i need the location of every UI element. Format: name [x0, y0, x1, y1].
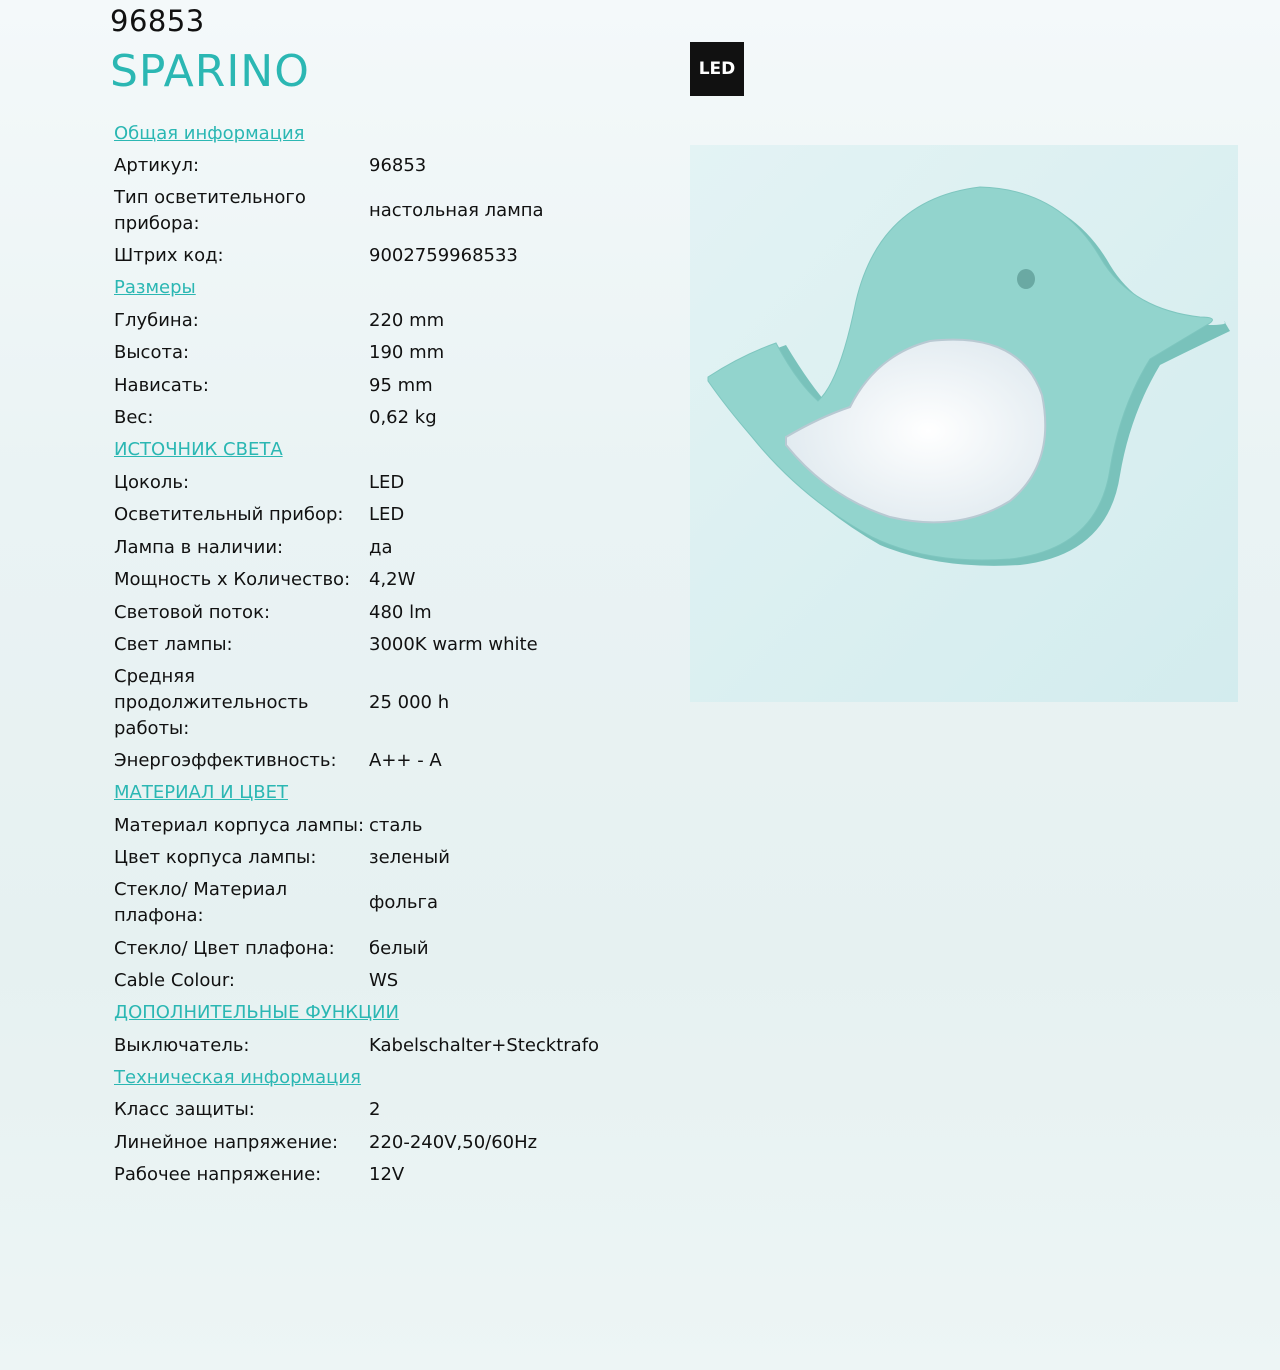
- spec-row: [114, 499, 654, 531]
- spec-value: 12V: [369, 1164, 405, 1185]
- spec-row: [114, 809, 654, 842]
- spec-row: [114, 874, 654, 932]
- section-heading[interactable]: Техническая информация: [114, 1067, 361, 1088]
- spec-value: 9002759968533: [369, 245, 518, 266]
- spec-row: [114, 531, 654, 564]
- spec-label: Стекло/ Цвет плафона:: [114, 937, 335, 959]
- spec-label: Cable Colour:: [114, 970, 235, 991]
- spec-row: [114, 596, 654, 629]
- spec-value: 2: [369, 1099, 381, 1120]
- product-title: SPARINO: [110, 46, 310, 97]
- spec-row: [114, 240, 654, 272]
- spec-label: Стекло/ Материал плафона:: [114, 879, 288, 926]
- spec-value: 4,2W: [369, 569, 416, 590]
- spec-label: Высота:: [114, 342, 190, 363]
- spec-value: Kabelschalter+Stecktrafo: [369, 1034, 600, 1056]
- product-photo: [690, 145, 1238, 702]
- spec-value: LED: [369, 471, 405, 493]
- spec-row: [114, 337, 654, 369]
- spec-value: 25 000 h: [369, 692, 450, 713]
- product-code: 96853: [110, 4, 205, 38]
- spec-list: [114, 118, 654, 1191]
- section-heading[interactable]: ДОПОЛНИТЕЛЬНЫЕ ФУНКЦИИ: [114, 1002, 399, 1023]
- section-heading[interactable]: ИСТОЧНИК СВЕТА: [114, 439, 283, 460]
- spec-row: [114, 466, 654, 499]
- spec-value: настольная лампа: [369, 200, 544, 221]
- spec-value: белый: [369, 937, 429, 959]
- spec-value: да: [369, 536, 393, 558]
- section-heading[interactable]: Размеры: [114, 277, 196, 298]
- spec-value: 190 mm: [369, 342, 445, 363]
- section-heading[interactable]: Общая информация: [114, 123, 305, 144]
- spec-row: [114, 1159, 654, 1191]
- spec-label: Класс защиты:: [114, 1099, 255, 1120]
- spec-value: LED: [369, 504, 405, 525]
- spec-value: сталь: [369, 814, 423, 836]
- spec-label: Штрих код:: [114, 245, 224, 266]
- spec-value: фольга: [369, 892, 439, 913]
- spec-value: зеленый: [369, 847, 450, 868]
- spec-row: [114, 564, 654, 596]
- spec-row: [114, 932, 654, 965]
- spec-value: 96853: [369, 155, 427, 176]
- spec-label: Выключатель:: [114, 1034, 250, 1056]
- section-heading[interactable]: МАТЕРИАЛ И ЦВЕТ: [114, 782, 288, 803]
- spec-row: [114, 304, 654, 337]
- spec-value: A++ - A: [369, 750, 442, 771]
- spec-label: Свет лампы:: [114, 634, 233, 655]
- spec-row: [114, 661, 654, 745]
- spec-row: [114, 150, 654, 182]
- spec-label: Мощность x Количество:: [114, 569, 351, 590]
- spec-row: [114, 629, 654, 661]
- spec-value: 480 lm: [369, 601, 432, 623]
- spec-label: Средняя продолжительность работы:: [114, 666, 309, 739]
- spec-label: Материал корпуса лампы:: [114, 814, 365, 836]
- bird-lamp-image: [690, 145, 1238, 702]
- spec-value: 95 mm: [369, 374, 433, 396]
- spec-label: Цвет корпуса лампы:: [114, 847, 317, 868]
- led-badge: LED: [690, 42, 744, 96]
- spec-label: Глубина:: [114, 309, 199, 331]
- spec-label: Артикул:: [114, 155, 200, 176]
- spec-row: [114, 965, 654, 997]
- spec-row: [114, 402, 654, 434]
- spec-row: [114, 369, 654, 402]
- spec-row: [114, 842, 654, 874]
- spec-row: [114, 182, 654, 240]
- spec-value: 0,62 kg: [369, 407, 437, 428]
- spec-row: [114, 1126, 654, 1159]
- spec-value: WS: [369, 970, 399, 991]
- spec-value: 220-240V,50/60Hz: [369, 1131, 538, 1153]
- spec-label: Вес:: [114, 407, 154, 428]
- spec-value: 220 mm: [369, 309, 445, 331]
- spec-label: Рабочее напряжение:: [114, 1164, 322, 1185]
- spec-label: Энергоэффективность:: [114, 750, 337, 771]
- spec-row: [114, 1094, 654, 1126]
- spec-label: Цоколь:: [114, 471, 190, 493]
- spec-label: Осветительный прибор:: [114, 504, 344, 525]
- spec-label: Лампа в наличии:: [114, 536, 284, 558]
- spec-label: Нависать:: [114, 374, 209, 396]
- spec-label: Световой поток:: [114, 601, 271, 623]
- spec-row: [114, 1029, 654, 1062]
- spec-label: Линейное напряжение:: [114, 1131, 339, 1153]
- spec-row: [114, 745, 654, 777]
- spec-label: Тип осветительного прибора:: [114, 187, 306, 234]
- spec-value: 3000K warm white: [369, 634, 538, 655]
